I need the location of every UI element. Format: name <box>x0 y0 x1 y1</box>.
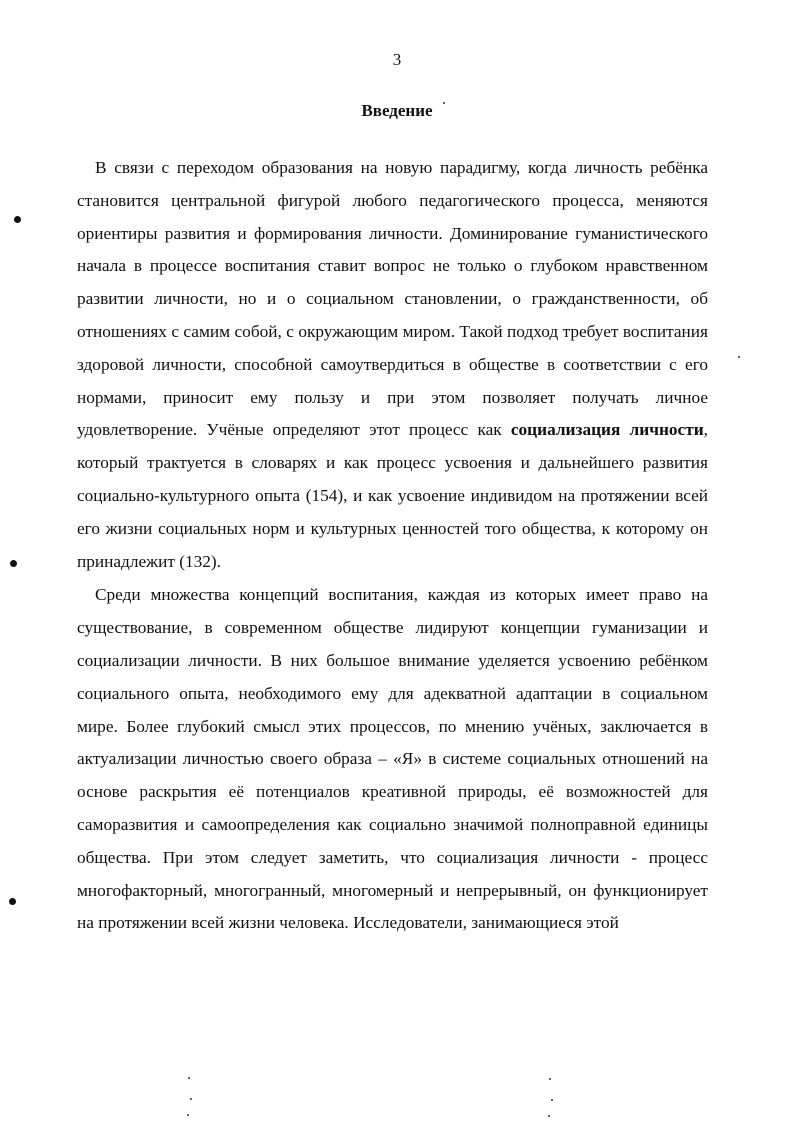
margin-mark-1 <box>14 216 21 223</box>
scan-speck <box>548 1115 550 1117</box>
paragraph-1-text-after: , который трактуется в словарях и как процесс усвоения и дальнейшего развития социально-культурного опыта (154), и как усвоение индивидом на протяжении всей его жизни социальных норм и культурных ценностей того общества, к которому он принадлежит (132). <box>77 420 708 571</box>
scan-speck <box>549 1078 551 1080</box>
scan-speck <box>551 1099 553 1101</box>
paragraph-2: Среди множества концепций воспитания, каждая из которых имеет право на существование, в современном обществе лидируют концепции гуманизации и социализации личности. В них большое внимание уделяется усвоению ребёнком социального опыта, необходимого ему для адекватной адаптации в социальном мире. Более глубокий смысл этих процессов, по мнению учёных, заключается в актуализации личностью своего образа – «Я» в системе социальных отношений на основе раскрытия её потенциалов креативной природы, её возможностей для саморазвития и самоопределения как социально значимой полноправной единицы общества. При этом следует заметить, что социализация личности - процесс многофакторный, многогранный, многомерный и непрерывный, он функционирует на протяжении всей жизни человека. Исследователи, занимающиеся этой <box>77 585 708 933</box>
scan-speck <box>187 1114 189 1116</box>
page-number: 3 <box>392 50 402 69</box>
margin-mark-3 <box>9 898 16 905</box>
body-text <box>77 152 708 940</box>
scan-speck <box>443 102 445 104</box>
paragraph-1 <box>77 152 708 578</box>
page-title: Введение <box>361 101 433 120</box>
scan-speck <box>188 1077 190 1079</box>
scan-speck <box>738 356 740 358</box>
paragraph-1-text-before: В связи с переходом образования на новую парадигму, когда личность ребёнка становится центральной фигурой любого педагогического процесса, меняются ориентиры развития и формирования личности. Доминирование гуманистического начала в процессе воспитания ставит вопрос не только о глубоком нравственном развитии личности, но и о социальном становлении, о гражданственности, об отношениях с самим собой, с окружающим миром. Такой подход требует воспитания здоровой личности, способной самоутвердиться в обществе в соответствии с его нормами, приносит ему пользу и при этом позволяет получать личное удовлетворение. Учёные определяют этот процесс как <box>77 158 708 440</box>
margin-mark-2 <box>10 560 17 567</box>
key-term: социализация личности <box>510 420 704 440</box>
scan-speck <box>190 1098 192 1100</box>
